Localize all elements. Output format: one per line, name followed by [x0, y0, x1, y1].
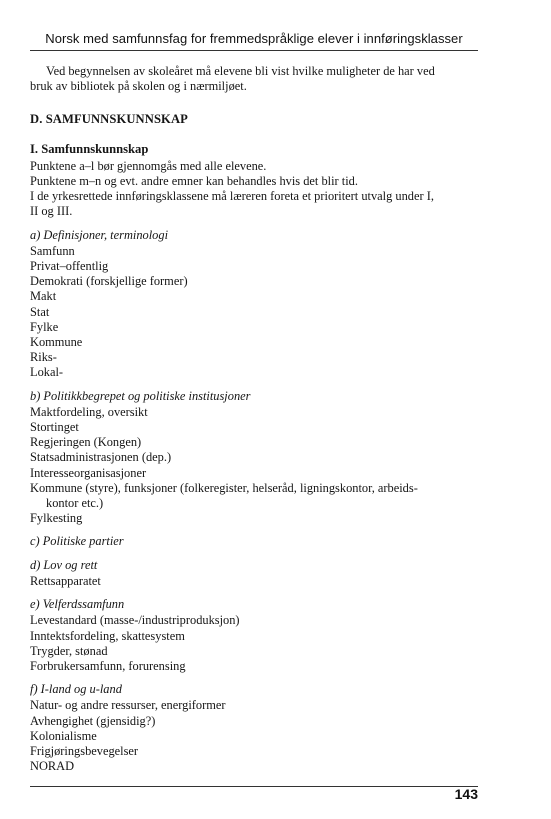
list-item: Kolonialisme — [30, 728, 97, 743]
category-heading: a) Definisjoner, terminologi — [30, 227, 169, 242]
part-intro — [30, 159, 480, 220]
list-item: Samfunn — [30, 243, 75, 258]
list-item: Demokrati (forskjellige former) — [30, 274, 188, 289]
list-item: Frigjøringsbevegelser — [30, 743, 139, 758]
part-intro-line: Punktene m–n og evt. andre emner kan behandles hvis det blir tid. — [30, 174, 358, 189]
intro-line-1: Ved begynnelsen av skoleåret må elevene bli vist hvilke muligheter de har ved — [46, 64, 435, 78]
category-c — [30, 534, 480, 549]
header-rule — [30, 50, 478, 51]
list-item: Stortinget — [30, 420, 79, 435]
list-item: Fylke — [30, 319, 59, 334]
list-item: Maktfordeling, oversikt — [30, 404, 148, 419]
list-item-wrapped: Kommune (styre), funksjoner (folkeregister, helseråd, ligningskontor, arbeids- — [30, 480, 418, 495]
part-intro-line: Punktene a–l bør gjennomgås med alle elevene. — [30, 158, 267, 173]
list-item: Rettsapparatet — [30, 573, 101, 588]
category-f — [30, 682, 480, 774]
list-item: Trygder, stønad — [30, 643, 108, 658]
list-item: Levestandard (masse-/industriproduksjon) — [30, 613, 240, 628]
page-number: 143 — [454, 786, 478, 802]
intro-line-2: bruk av bibliotek på skolen og i nærmiljøet. — [30, 79, 247, 94]
part-intro-line: I de yrkesrettede innføringsklassene må læreren foreta et prioritert utvalg under I, — [30, 189, 434, 204]
list-item: Statsadministrasjonen (dep.) — [30, 450, 172, 465]
section-heading: D. SAMFUNNSKUNNSKAP — [30, 112, 188, 127]
part-intro-line: II og III. — [30, 204, 73, 219]
list-item: Fylkesting — [30, 511, 83, 526]
list-item: Inntektsfordeling, skattesystem — [30, 628, 185, 643]
list-item: Interesseorganisasjoner — [30, 465, 147, 480]
category-heading: e) Velferdssamfunn — [30, 597, 125, 612]
list-item: Natur- og andre ressurser, energiformer — [30, 698, 226, 713]
category-heading: d) Lov og rett — [30, 557, 98, 572]
page-content — [30, 64, 480, 774]
running-header: Norsk med samfunnsfag for fremmedspråklige elever i innføringsklasser — [45, 31, 463, 46]
category-a — [30, 228, 480, 381]
part-heading: I. Samfunnskunnskap — [30, 141, 149, 156]
list-item: NORAD — [30, 759, 75, 774]
footer-rule — [30, 786, 478, 787]
list-item: Privat–offentlig — [30, 259, 109, 274]
category-e — [30, 597, 480, 674]
category-heading: c) Politiske partier — [30, 534, 124, 549]
category-heading: f) I-land og u-land — [30, 682, 122, 697]
list-item: Regjeringen (Kongen) — [30, 435, 142, 450]
list-item: Lokal- — [30, 365, 64, 380]
list-item: Riks- — [30, 350, 57, 365]
list-item: Makt — [30, 289, 57, 304]
list-item: Forbrukersamfunn, forurensing — [30, 658, 186, 673]
category-b — [30, 389, 480, 527]
list-item: Stat — [30, 304, 50, 319]
category-d — [30, 558, 480, 589]
intro-paragraph — [30, 64, 480, 94]
list-item: Kommune — [30, 335, 83, 350]
list-item: Avhengighet (gjensidig?) — [30, 713, 156, 728]
category-heading: b) Politikkbegrepet og politiske institusjoner — [30, 388, 251, 403]
list-item-continuation: kontor etc.) — [46, 496, 104, 511]
